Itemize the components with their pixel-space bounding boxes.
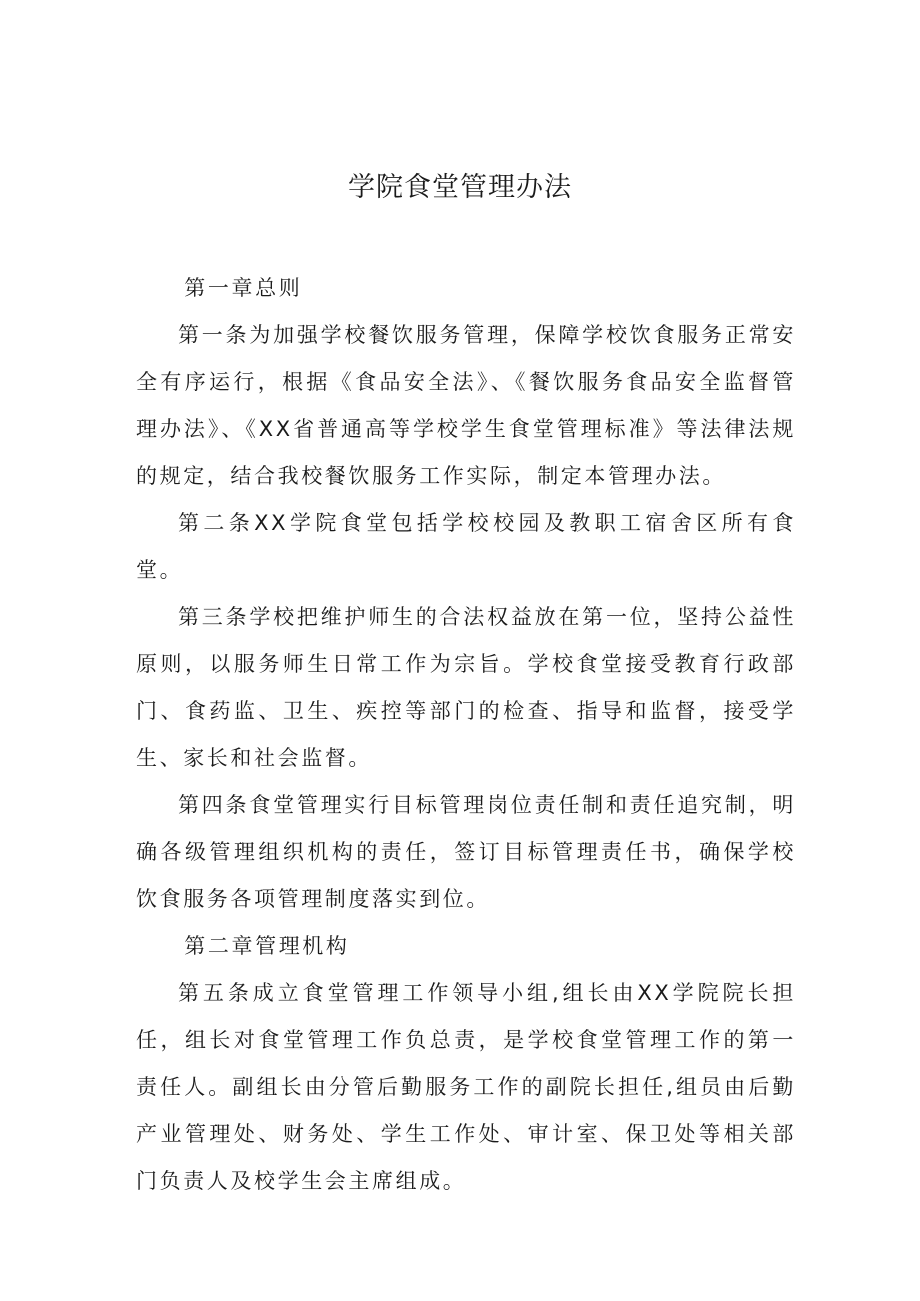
article-paragraph: 第四条食堂管理实行目标管理岗位责任制和责任追究制，明确各级管理组织机构的责任，签订目标管理责任书，确保学校饮食服务各项管理制度落实到位。 — [136, 793, 796, 911]
article-paragraph: 第三条学校把维护师生的合法权益放在第一位，坚持公益性原则，以服务师生日常工作为宗旨。学校食堂接受教育行政部门、食药监、卫生、疾控等部门的检查、指导和监督，接受学生、家长和社会监督。 — [136, 605, 796, 770]
article-paragraph: 第二条XX学院食堂包括学校校园及教职工宿舍区所有食堂。 — [136, 511, 796, 582]
document-title: 学院食堂管理办法 — [348, 172, 572, 203]
chapter-heading: 第一章总则 — [184, 276, 303, 300]
article-paragraph: 第一条为加强学校餐饮服务管理，保障学校饮食服务正常安全有序运行，根据《食品安全法》、《餐饮服务食品安全监督管理办法》、《XX省普通高等学校学生食堂管理标准》等法律法规的规定，结合我校餐饮服务工作实际，制定本管理办法。 — [136, 323, 796, 488]
chapter-heading: 第二章管理机构 — [184, 934, 350, 958]
document-body — [136, 265, 796, 1205]
article-paragraph: 第五条成立食堂管理工作领导小组,组长由XX学院院长担任，组长对食堂管理工作负总责，是学校食堂管理工作的第一责任人。副组长由分管后勤服务工作的副院长担任,组员由后勤产业管理处、财务处、学生工作处、审计室、保卫处等相关部门负责人及校学生会主席组成。 — [136, 981, 796, 1193]
